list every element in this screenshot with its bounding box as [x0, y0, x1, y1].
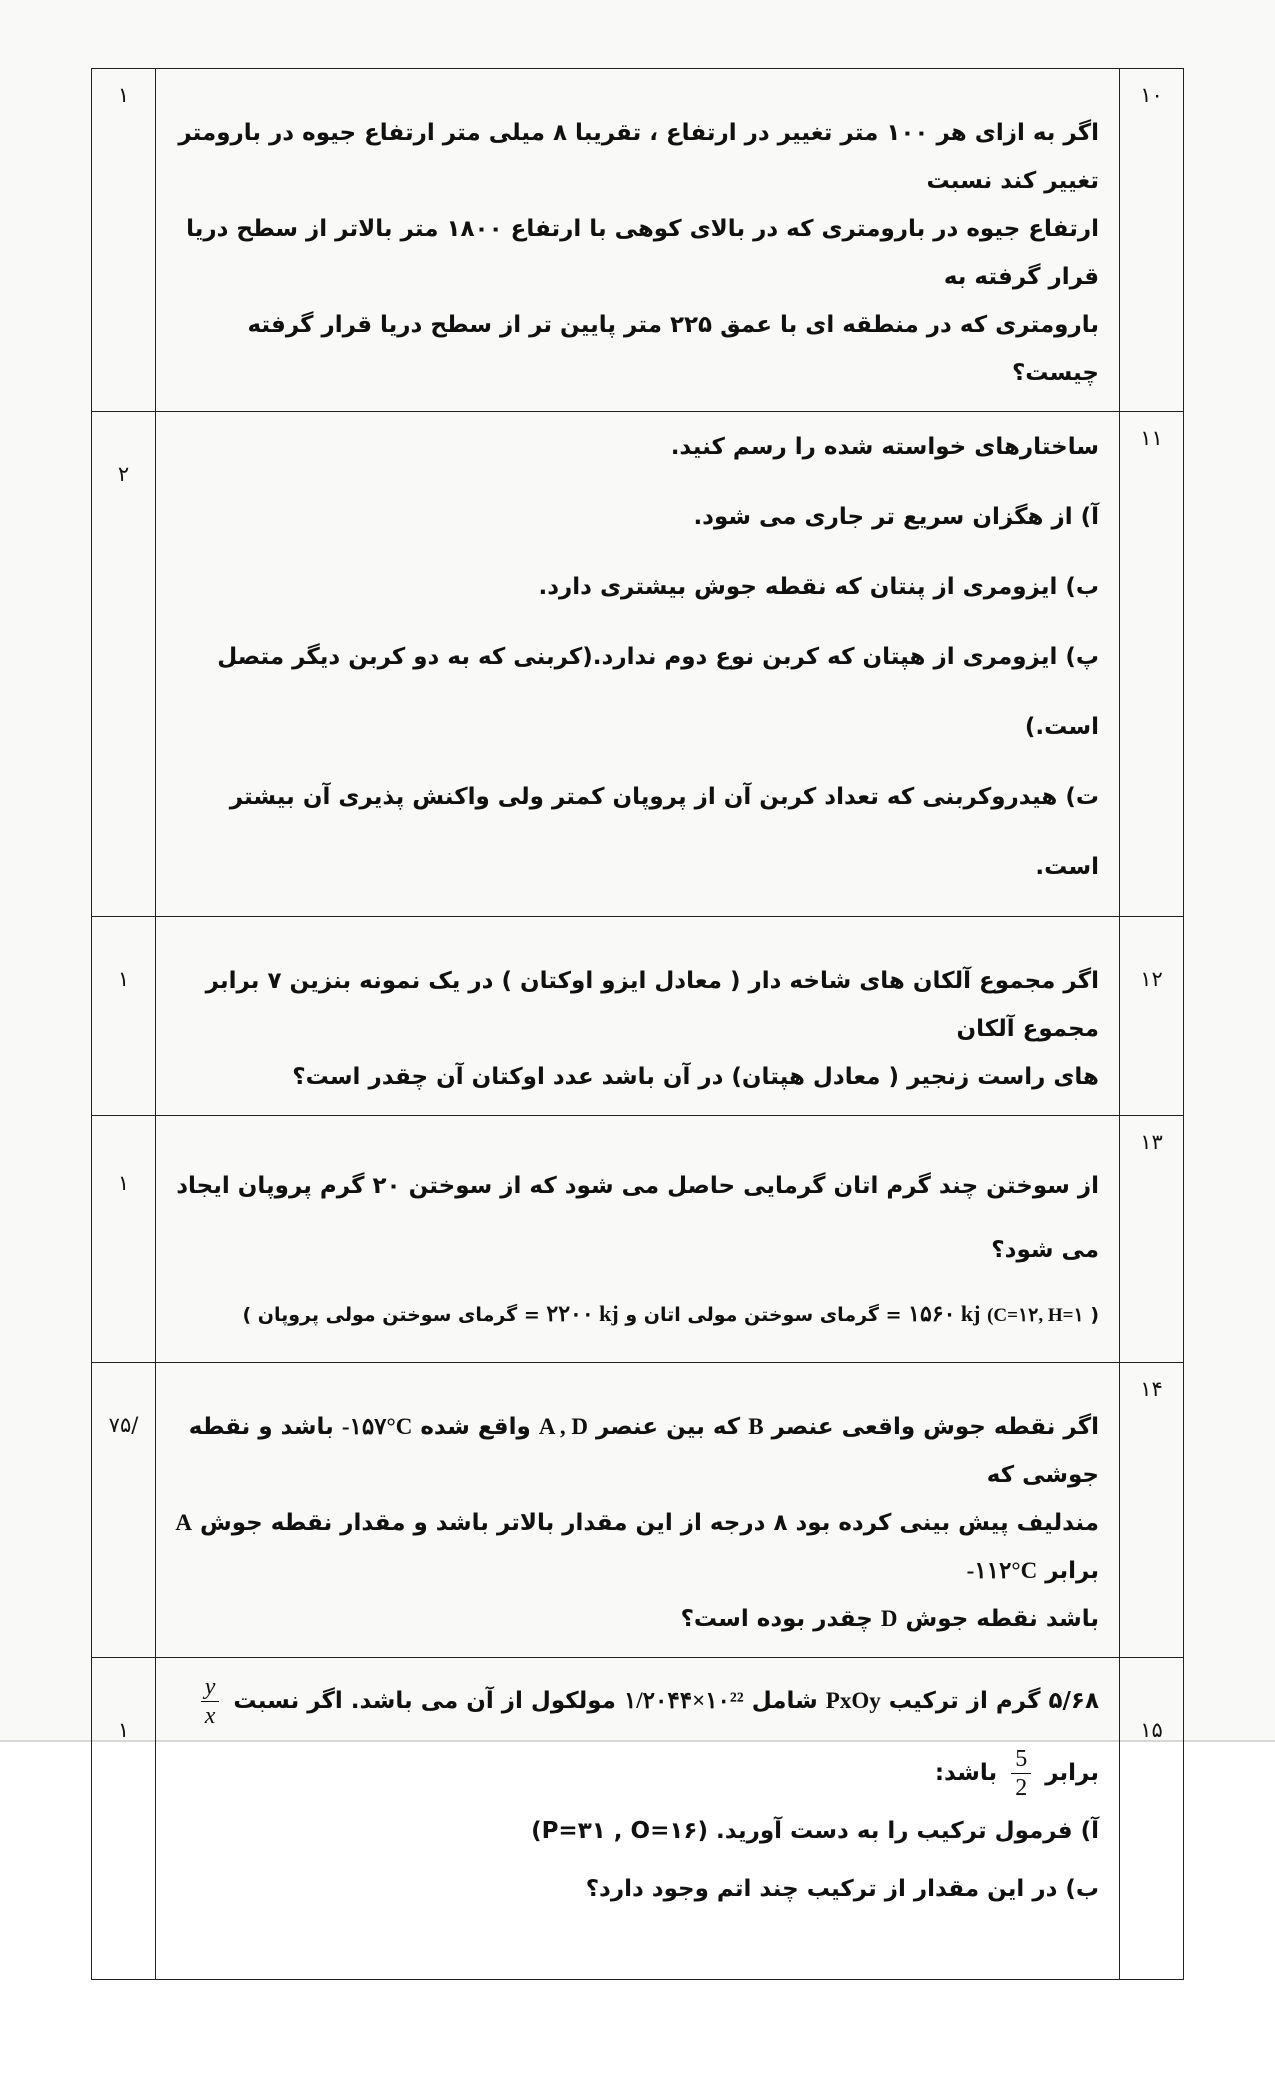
question-text — [156, 412, 1120, 917]
paren-open: ( — [1090, 1304, 1099, 1326]
atomic-masses: (C=۱۲, H=۱ — [987, 1305, 1084, 1326]
question-row — [92, 917, 1184, 1116]
question-line: ب) ایزومری از پنتان که نقطه جوش بیشتری دارد. — [538, 574, 1099, 600]
element-symbol: A — [175, 1510, 192, 1535]
question-score: ۱ — [92, 1116, 156, 1363]
question-score: /۷۵ — [92, 1363, 156, 1658]
question-line — [174, 1403, 1099, 1499]
question-line: ت) هیدروکربنی که تعداد کربن آن از پروپان کمتر ولی واکنش پذیری آن بیشتر است. — [229, 784, 1099, 880]
constants-line — [174, 1282, 1099, 1348]
fraction-denominator: x — [204, 1703, 216, 1729]
question-number: ۱۳ — [1120, 1116, 1184, 1363]
temperature-value: -۱۵۷°C — [341, 1414, 413, 1439]
paren-close: ) — [242, 1304, 252, 1326]
question-line — [174, 1595, 1099, 1643]
text-fragment: مندلیف پیش بینی کرده بود ۸ درجه از این مقدار بالاتر باشد و مقدار نقطه جوش — [199, 1510, 1099, 1536]
question-text — [156, 917, 1120, 1116]
question-number: ۱۲ — [1120, 917, 1184, 1116]
question-number: ۱۱ — [1120, 412, 1184, 917]
question-score: ۱ — [92, 1658, 156, 1980]
propane-heat-value: ۲۲۰۰ kj — [546, 1301, 619, 1326]
question-line: اگر مجموع آلکان های شاخه دار ( معادل ایزو اوکتان ) در یک نمونه بنزین ۷ برابر مجموع آلکان — [205, 968, 1099, 1042]
molecule-count: ۱/۲۰۴۴×۱۰²² — [623, 1688, 744, 1713]
question-row — [92, 412, 1184, 917]
question-line: های راست زنجیر ( معادل هپتان) در آن باشد عدد اوکتان آن چقدر است؟ — [292, 1064, 1099, 1090]
text-fragment: چقدر بوده است؟ — [680, 1606, 873, 1632]
text-fragment: باشد نقطه جوش — [905, 1606, 1099, 1632]
question-line: ساختارهای خواسته شده را رسم کنید. — [670, 434, 1099, 460]
question-score: ۲ — [92, 412, 156, 917]
text-fragment: مولکول از آن می باشد. اگر نسبت — [233, 1688, 616, 1714]
question-number: ۱۴ — [1120, 1363, 1184, 1658]
fraction-numerator: 5 — [1011, 1745, 1031, 1774]
question-line: پ) ایزومری از هپتان که کربن نوع دوم ندارد.(کربنی که به دو کربن دیگر متصل است.) — [217, 644, 1099, 740]
question-line: بارومتری که در منطقه ای با عمق ۲۲۵ متر پایین تر از سطح دریا قرار گرفته چیست؟ — [247, 312, 1099, 386]
temperature-value: -۱۱۲°C — [966, 1558, 1038, 1583]
question-line — [174, 1744, 1099, 1802]
question-line — [174, 1499, 1099, 1595]
element-symbol: B — [748, 1414, 764, 1439]
question-row — [92, 69, 1184, 412]
question-row — [92, 1116, 1184, 1363]
question-text — [156, 1658, 1120, 1980]
text-fragment: اگر نقطه جوش واقعی عنصر — [771, 1414, 1099, 1440]
compound-formula: PxOy — [825, 1688, 881, 1713]
propane-heat-label: = گرمای سوختن مولی پروپان — [257, 1304, 540, 1326]
text-fragment: ۵/۶۸ گرم از ترکیب — [888, 1688, 1099, 1714]
question-line — [174, 1672, 1099, 1730]
question-score: ۱ — [92, 917, 156, 1116]
text-fragment: شامل — [751, 1688, 818, 1714]
text-fragment: واقع شده — [420, 1414, 531, 1440]
text-fragment: باشد و نقطه جوشی که — [188, 1414, 1099, 1488]
question-line: اگر به ازای هر ۱۰۰ متر تغییر در ارتفاع ، تقریبا ۸ میلی متر ارتفاع جیوه در بارومتر تغییر کند نسبت — [178, 120, 1099, 194]
ethane-heat-label: = گرمای سوختن مولی اتان و — [625, 1304, 902, 1326]
question-number: ۱۵ — [1120, 1658, 1184, 1980]
question-line: آ) از هگزان سریع تر جاری می شود. — [693, 504, 1099, 530]
ethane-heat-value: ۱۵۶۰ kj — [908, 1301, 981, 1326]
question-text — [156, 1116, 1120, 1363]
element-symbol: A , D — [538, 1414, 589, 1439]
question-row — [92, 1658, 1184, 1980]
fraction-denominator: 2 — [1015, 1775, 1028, 1801]
text-fragment: که بین عنصر — [596, 1414, 741, 1440]
question-line: ارتفاع جیوه در بارومتری که در بالای کوهی با ارتفاع ۱۸۰۰ متر بالاتر از سطح دریا قرار گرفته به — [186, 216, 1099, 290]
element-symbol: D — [880, 1606, 898, 1631]
ratio-fraction — [201, 1673, 220, 1730]
exam-table — [91, 68, 1184, 1980]
text-fragment: برابر — [1045, 1558, 1099, 1584]
text-fragment: برابر — [1045, 1760, 1099, 1786]
question-number: ۱۰ — [1120, 69, 1184, 412]
question-line: آ) فرمول ترکیب را به دست آورید. (P=۳۱ , O=۱۶) — [531, 1818, 1099, 1844]
question-text — [156, 69, 1120, 412]
question-line: از سوختن چند گرم اتان گرمایی حاصل می شود که از سوختن ۲۰ گرم پروپان ایجاد می شود؟ — [176, 1173, 1099, 1263]
fraction-numerator: y — [201, 1673, 220, 1702]
text-fragment: باشد: — [934, 1760, 998, 1786]
question-score: ۱ — [92, 69, 156, 412]
value-fraction — [1011, 1745, 1031, 1802]
question-line: ب) در این مقدار از ترکیب چند اتم وجود دارد؟ — [585, 1876, 1099, 1902]
question-text — [156, 1363, 1120, 1658]
question-row — [92, 1363, 1184, 1658]
